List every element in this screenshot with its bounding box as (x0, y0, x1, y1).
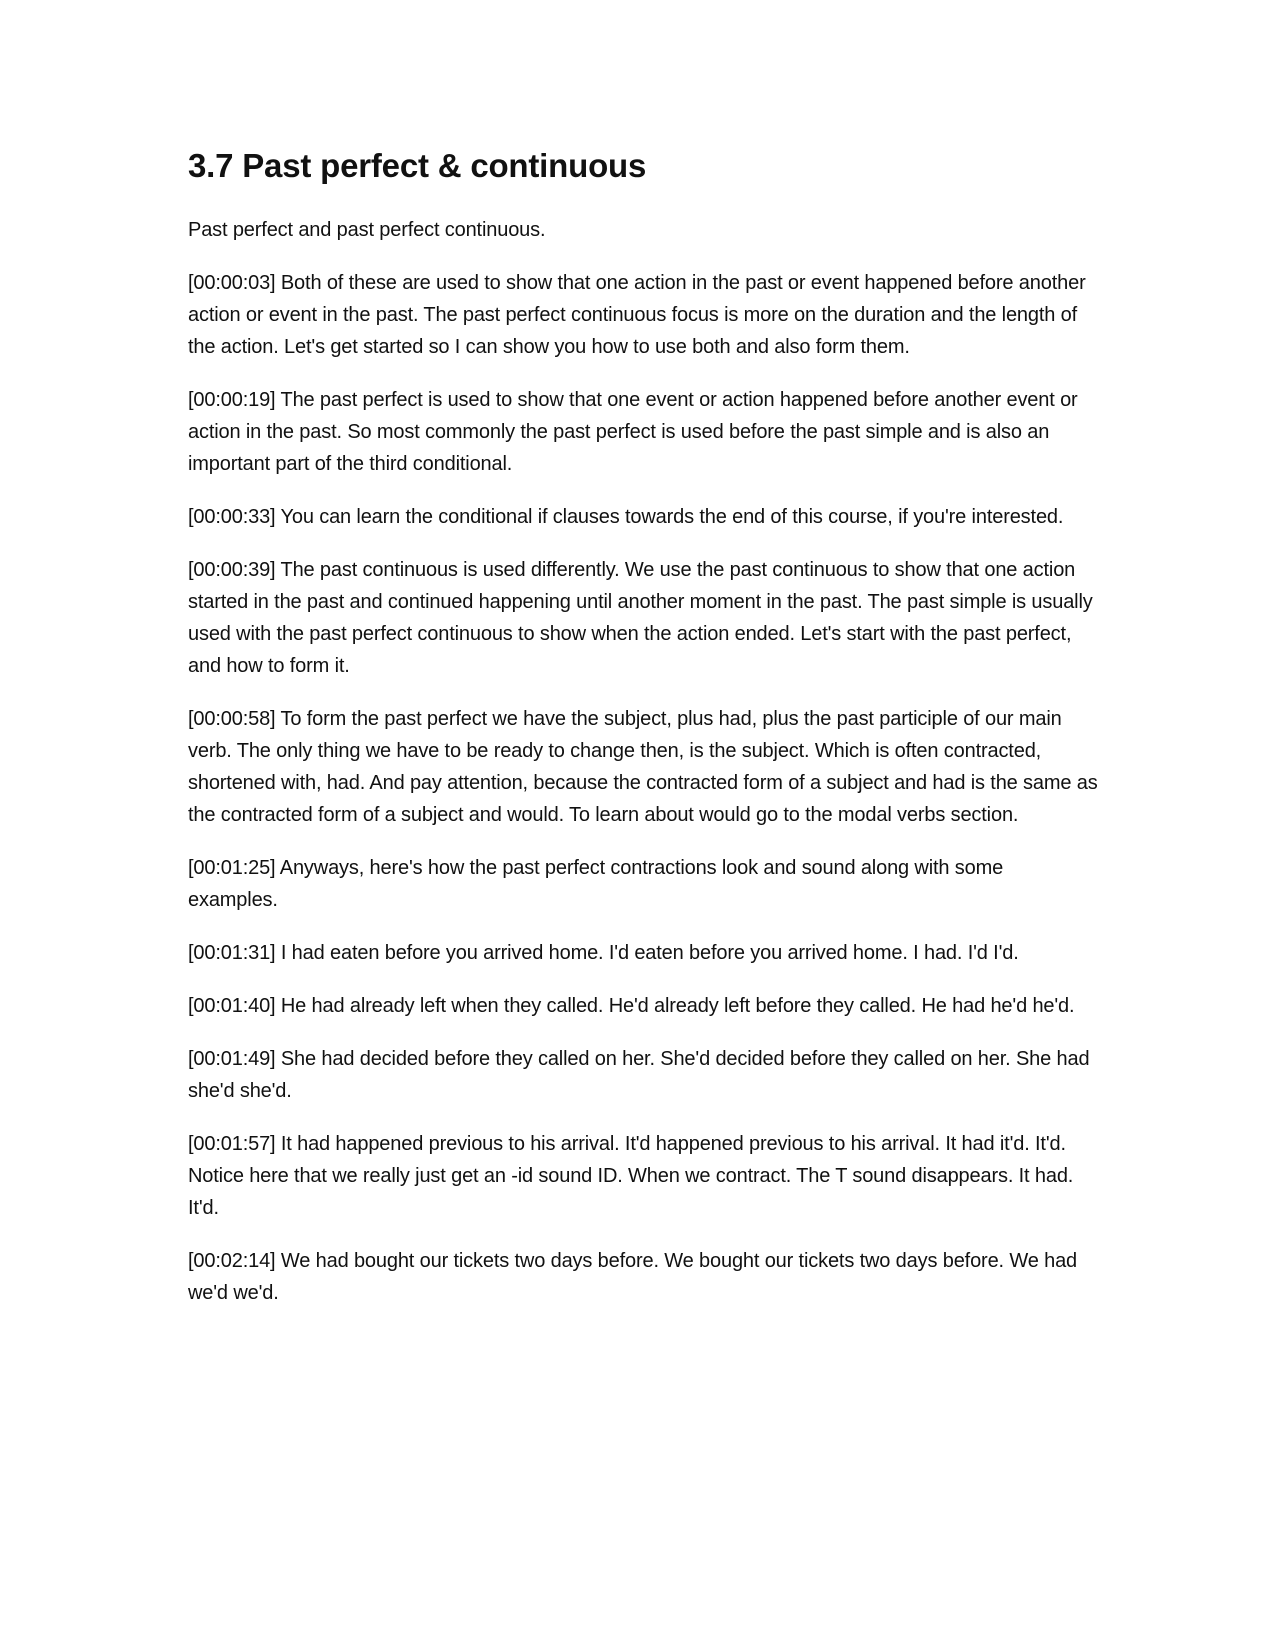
transcript-paragraph: [00:02:14] We had bought our tickets two days before. We bought our tickets two days before. We had we'd we'd. (188, 1250, 1078, 1304)
transcript-paragraph: [00:01:40] He had already left when they called. He'd already left before they called. He had he'd he'd. (188, 995, 1075, 1017)
transcript-paragraph: [00:01:49] She had decided before they called on her. She'd decided before they called on her. She had she'd she'd. (188, 1048, 1090, 1102)
transcript-paragraph: [00:01:25] Anyways, here's how the past perfect contractions look and sound along with some examples. (188, 857, 1004, 911)
transcript-paragraph: [00:01:31] I had eaten before you arrived home. I'd eaten before you arrived home. I had. I'd I'd. (188, 942, 1019, 964)
transcript-paragraph: [00:00:19] The past perfect is used to show that one event or action happened before another event or action in the past. So most commonly the past perfect is used before the past simple and is also an important part of the third conditional. (188, 389, 1078, 475)
intro-paragraph: Past perfect and past perfect continuous. (188, 219, 546, 241)
transcript-paragraph: [00:01:57] It had happened previous to his arrival. It'd happened previous to his arrival. It had it'd. It'd. Notice here that we really just get an -id sound ID. When we contract. The T sound disappears. It had. It'd. (188, 1133, 1074, 1219)
transcript-paragraph: [00:00:58] To form the past perfect we have the subject, plus had, plus the past participle of our main verb. The only thing we have to be ready to change then, is the subject. Which is often contracted, shortened with, had. And pay attention, because the contracted form of a subject and had is the same as the contracted form of a subject and would. To learn about would go to the modal verbs section. (188, 708, 1098, 826)
document-page (188, 146, 1098, 1330)
page-title: 3.7 Past perfect & continuous (188, 147, 647, 184)
transcript-paragraph: [00:00:39] The past continuous is used differently. We use the past continuous to show that one action started in the past and continued happening until another moment in the past. The past simple is usually used with the past perfect continuous to show when the action ended. Let's start with the past perfect, and how to form it. (188, 559, 1093, 677)
transcript-paragraph: [00:00:03] Both of these are used to show that one action in the past or event happened before another action or event in the past. The past perfect continuous focus is more on the duration and the length of the action. Let's get started so I can show you how to use both and also form them. (188, 272, 1086, 358)
transcript-paragraph: [00:00:33] You can learn the conditional if clauses towards the end of this course, if you're interested. (188, 506, 1064, 528)
